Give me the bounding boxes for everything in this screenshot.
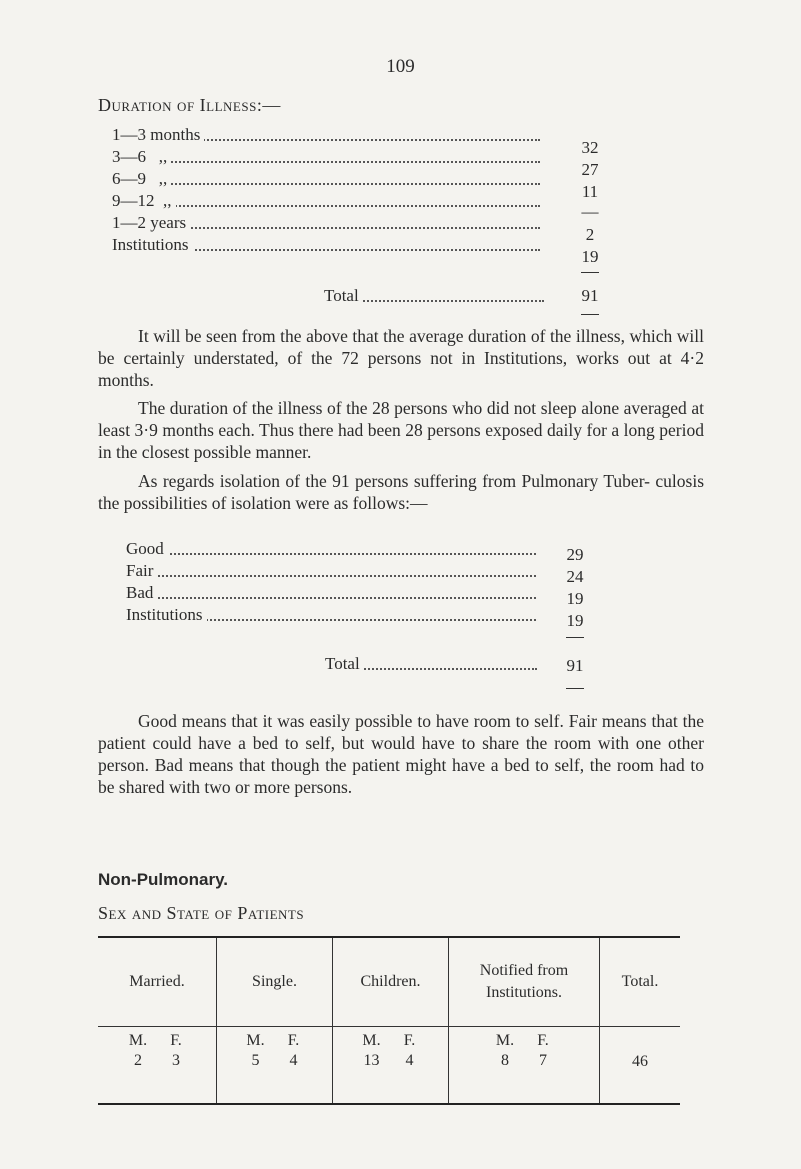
duration-value: 32 xyxy=(581,138,599,157)
isolation-total-label: Total xyxy=(325,653,364,675)
duration-label: 1—2 years xyxy=(112,212,190,234)
duration-label: 9—12 ,, xyxy=(112,190,176,212)
paragraph-text: As regards isolation of the 91 persons suffering from Pulmonary Tuber- culosis the possibilities of isolation were as follows:— xyxy=(98,471,704,513)
isolation-row xyxy=(126,538,536,560)
total-cell: 46 xyxy=(600,1027,681,1105)
table-row xyxy=(98,1027,680,1105)
isolation-value: 29 xyxy=(566,545,584,564)
paragraph-definitions xyxy=(98,710,704,798)
total-rule xyxy=(566,688,584,689)
isolation-label: Fair xyxy=(126,560,157,582)
duration-label: 6—9 ,, xyxy=(112,168,171,190)
married-f: 3 xyxy=(172,1052,180,1069)
single-cell xyxy=(217,1027,333,1105)
sum-rule xyxy=(566,637,584,638)
sub-m: M. xyxy=(362,1032,381,1049)
header-total: Total. xyxy=(600,937,681,1027)
notified-cell xyxy=(449,1027,600,1105)
paragraph-text: Good means that it was easily possible to have room to self. Fair means that the patient could have a bed to self, but would have to share the room with one other person. Bad means that though the patient might have a bed to self, the room had to be shared with two or more persons. xyxy=(98,711,704,797)
single-m: 5 xyxy=(251,1052,260,1069)
isolation-value: 19 xyxy=(566,589,584,608)
sub-m: M. xyxy=(495,1032,515,1049)
isolation-row xyxy=(126,604,536,626)
children-f: 4 xyxy=(405,1052,414,1069)
isolation-total-value: 91 xyxy=(566,656,584,675)
duration-value: 27 xyxy=(581,160,599,179)
table-header-row xyxy=(98,937,680,1027)
paragraph-isolation-intro xyxy=(98,470,704,514)
children-cell xyxy=(333,1027,449,1105)
header-married: Married. xyxy=(98,937,217,1027)
isolation-total-row xyxy=(325,653,537,675)
duration-total-row xyxy=(324,285,544,307)
duration-value: 11 xyxy=(581,182,599,201)
patients-table xyxy=(98,936,680,1105)
married-m: 2 xyxy=(134,1052,142,1069)
paragraph-sleep-alone xyxy=(98,397,704,463)
duration-row xyxy=(112,234,540,256)
sub-f: F. xyxy=(170,1032,182,1049)
paragraph-average-duration xyxy=(98,325,704,391)
header-children: Children. xyxy=(333,937,449,1027)
sex-state-heading: Sex and State of Patients xyxy=(98,903,305,923)
leader-dots xyxy=(126,597,536,599)
isolation-label: Institutions xyxy=(126,604,207,626)
sub-f: F. xyxy=(537,1032,549,1049)
duration-row xyxy=(112,212,540,234)
leader-dots xyxy=(126,575,536,577)
sub-m: M. xyxy=(246,1032,265,1049)
duration-value: — xyxy=(581,202,599,221)
duration-label: 3—6 ,, xyxy=(112,146,171,168)
children-m: 13 xyxy=(363,1052,380,1069)
sub-f: F. xyxy=(403,1032,416,1049)
paragraph-text: The duration of the illness of the 28 persons who did not sleep alone averaged at least 3·9 months each. Thus there had been 28 persons exposed daily for a long period in the closest possible manner. xyxy=(98,398,704,462)
single-f: 4 xyxy=(289,1052,298,1069)
header-notified: Notified from Institutions. xyxy=(449,937,600,1027)
isolation-row xyxy=(126,582,536,604)
sub-f: F. xyxy=(287,1032,300,1049)
duration-row xyxy=(112,146,540,168)
duration-total-value: 91 xyxy=(581,286,599,305)
isolation-value: 24 xyxy=(566,567,584,586)
isolation-label: Good xyxy=(126,538,168,560)
sub-m: M. xyxy=(128,1032,148,1049)
leader-dots xyxy=(112,205,540,207)
leader-dots xyxy=(112,183,540,185)
duration-row xyxy=(112,168,540,190)
isolation-label: Bad xyxy=(126,582,157,604)
paragraph-text: It will be seen from the above that the average duration of the illness, which will be certainly understated, of the 72 persons not in Institutions, works out at 4·2 months. xyxy=(98,326,704,390)
duration-value: 19 xyxy=(581,247,599,266)
duration-label: 1—3 months xyxy=(112,124,204,146)
isolation-value: 19 xyxy=(566,611,584,630)
sum-rule xyxy=(581,272,599,273)
header-single: Single. xyxy=(217,937,333,1027)
duration-row xyxy=(112,124,540,146)
duration-row xyxy=(112,190,540,212)
duration-label: Institutions xyxy=(112,234,193,256)
leader-dots xyxy=(126,553,536,555)
isolation-row xyxy=(126,560,536,582)
non-pulmonary-heading: Non-Pulmonary. xyxy=(98,870,229,889)
notified-f: 7 xyxy=(539,1052,547,1069)
duration-value: 2 xyxy=(585,225,595,244)
total-rule xyxy=(581,314,599,315)
married-cell xyxy=(98,1027,217,1105)
leader-dots xyxy=(112,161,540,163)
duration-total-label: Total xyxy=(324,285,363,307)
duration-heading: Duration of Illness:— xyxy=(98,95,281,115)
notified-m: 8 xyxy=(501,1052,509,1069)
page-number: 109 xyxy=(386,56,415,77)
